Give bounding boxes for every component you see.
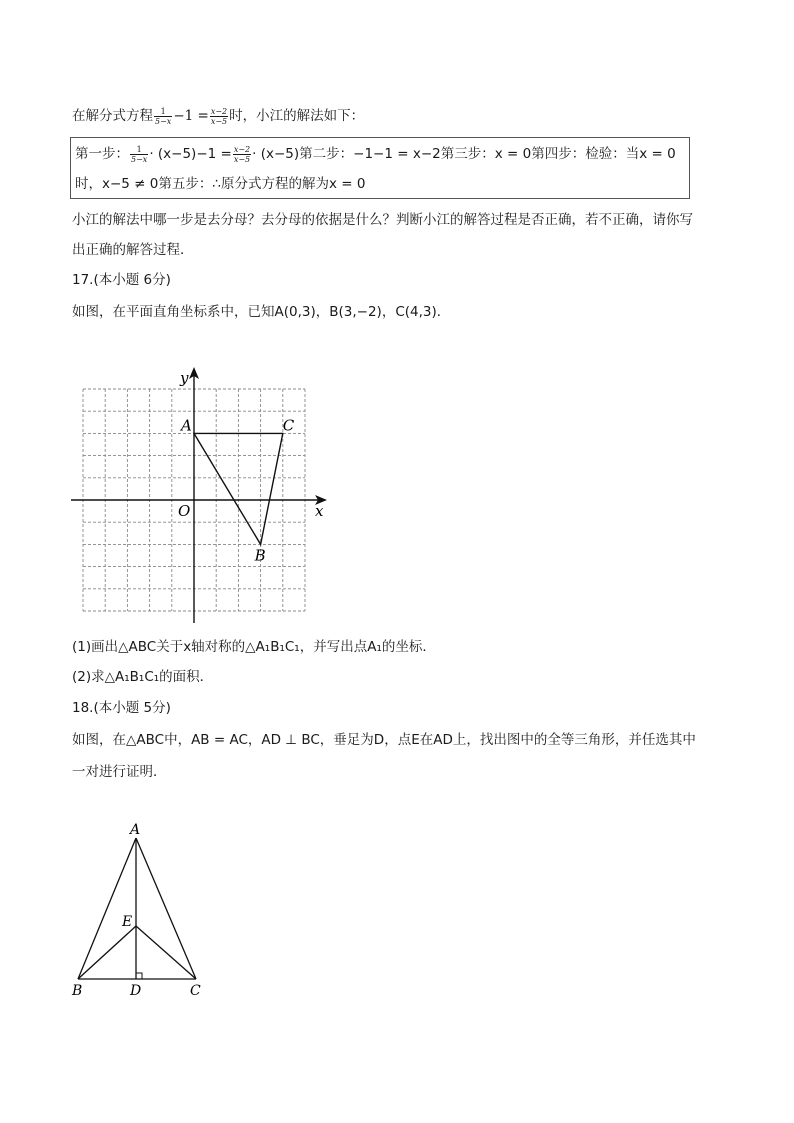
- q17-stem: 如图，在平面直角坐标系中，已知A(0,3)，B(3,−2)，C(4,3)．: [72, 304, 451, 320]
- label-c: C: [190, 983, 201, 999]
- intro-minus-one: −1 =: [173, 108, 209, 124]
- solution-line-1: 第一步： $\frac{1}{5-x}$ · (x−5)−1 = $\frac{x-2}{x-5}$ · (x−5)第二步：−1−1 = x−2第三步：x = 0第四步：检验：当x = 0: [75, 144, 676, 164]
- q17-part-1: (1)画出△ABC关于x轴对称的△A₁B₁C₁，并写出点A₁的坐标．: [72, 639, 436, 655]
- solution-fraction-1: $\frac{1}{5-x}$: [131, 144, 148, 164]
- origin-label: O: [178, 502, 191, 520]
- q17-coordinate-figure: [60, 360, 340, 630]
- label-d: D: [130, 983, 142, 999]
- point-label-b: B: [254, 546, 266, 565]
- x-axis-label: x: [315, 502, 324, 520]
- label-e: E: [122, 914, 133, 930]
- q17-part-2: (2)求△A₁B₁C₁的面积．: [72, 669, 214, 685]
- point-label-c: C: [282, 416, 295, 435]
- q18-triangle-figure: [60, 815, 230, 1005]
- axes: [71, 367, 327, 623]
- q16-question-line-2: 出正确的解答过程．: [72, 242, 194, 258]
- q18-header: 18.(本小题 5分): [72, 700, 171, 716]
- solution-box: [70, 137, 690, 199]
- q18-stem-line-1: 如图，在△ABC中，AB = AC，AD ⊥ BC，垂足为D，点E在AD上，找出图中的全等三角形，并任选其中: [72, 732, 696, 748]
- segment-ec: [136, 926, 196, 979]
- intro-suffix: 时，小江的解法如下：: [229, 108, 365, 124]
- q16-intro: [72, 106, 364, 126]
- intro-fraction-2: $\frac{x-2}{x-5}$: [210, 106, 228, 126]
- label-a: A: [130, 822, 141, 838]
- label-b: B: [72, 983, 83, 999]
- side-ab: [78, 838, 136, 979]
- q18-stem-line-2: 一对进行证明．: [72, 764, 167, 780]
- y-axis-label: y: [180, 369, 189, 387]
- segment-eb: [78, 926, 136, 979]
- intro-fraction-1: $\frac{1}{5-x}$: [155, 106, 172, 126]
- solution-line-2: 时，x−5 ≠ 0第五步：∴原分式方程的解为x = 0: [75, 176, 366, 192]
- point-labels: [178, 369, 324, 564]
- solution-fraction-2: $\frac{x-2}{x-5}$: [233, 144, 251, 164]
- q16-question-line-1: 小江的解法中哪一步是去分母？去分母的依据是什么？判断小江的解答过程是否正确，若不正确，请你写: [72, 212, 693, 228]
- point-label-a: A: [181, 416, 192, 435]
- right-angle-mark: [136, 973, 142, 979]
- intro-prefix: 在解分式方程: [72, 108, 153, 124]
- side-ac: [136, 838, 196, 979]
- q17-header: 17.(本小题 6分): [72, 272, 171, 288]
